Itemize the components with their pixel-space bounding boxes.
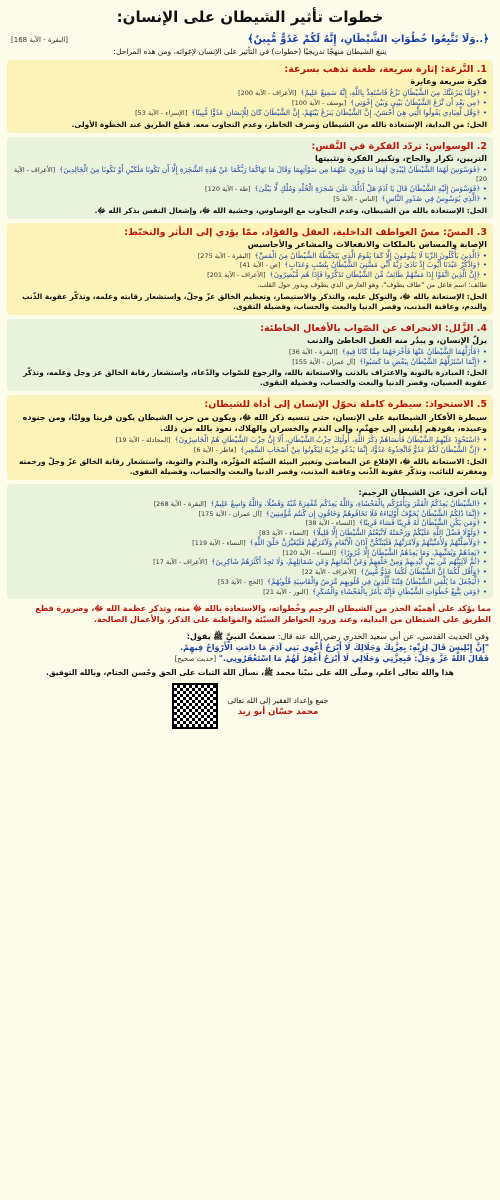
verse-text: ﴿إِنَّمَا ذَٰلِكُمُ الشَّيْطَانُ يُخَوِّفُ أَوْلِيَاءَهُ فَلَا تَخَافُوهُمْ وَخَافُونِ إِن كُنتُم مُّؤْمِنِينَ﴾ xyxy=(265,508,481,518)
verse-text: ﴿وَلَأُضِلَّنَّهُمْ وَلَأُمَنِّيَنَّهُمْ وَلَآمُرَنَّهُمْ فَلَيُبَتِّكُنَّ آذَانَ الْأَنْعَامِ وَلَآمُرَنَّهُمْ فَلَيُغَيِّرُنَّ خَلْقَ اللَّهِ﴾ xyxy=(249,537,481,547)
section-subtitle: فكرة سريعة وعابرة xyxy=(410,77,487,87)
verse-ref: [ص - الآية 41] xyxy=(239,261,281,270)
ending-text: هذا والله تعالى أعلم، وصلّى الله على نبيّنا محمد ﷺ، نسأل الله الثبات على الحق وحُسن الختام، وبالله التوفيق. xyxy=(46,668,454,678)
verse-text: ﴿الشَّيْطَانُ يَعِدُكُمُ الْفَقْرَ وَيَأْمُرُكُم بِالْفَحْشَاءِ، وَاللَّهُ يَعِدُكُم مَّغْفِرَةً مِّنْهُ وَفَضْلًا، وَاللَّهُ وَاسِعٌ عَلِيمٌ﴾ xyxy=(210,498,481,508)
verse-ref: [النساء - الآية 120] xyxy=(282,548,336,557)
section-solution: الحل: من البداية، الإستعاذة بالله من الشيطان وصرف الخاطر، وعدم التجاوب معه. قطع الطريق عند الخطوة الأولى. xyxy=(71,119,487,129)
section-heading: 5. الاستحواذ: سيطرة كاملة تحوّل الإنسان إلى أداة للشيطان: xyxy=(204,399,487,411)
section-heading: 3. المسّ: مسّ العواطف الداخلية، العقل والفؤاد، ممّا يؤدي إلى التأثر والتخبّط: xyxy=(124,226,487,238)
verse: • ﴿يَعِدُهُمْ وَيُمَنِّيهِمْ، وَمَا يَعِدُهُمُ الشَّيْطَانُ إِلَّا غُرُورًا﴾[النساء - الآية 120] xyxy=(282,547,487,557)
verse-ref: [الإسراء - الآية 53] xyxy=(135,108,188,117)
verse: • ﴿فَأَزَلَّهُمَا الشَّيْطَانُ عَنْهَا فَأَخْرَجَهُمَا مِمَّا كَانَا فِيهِ﴾[البقرة - الآية 36] xyxy=(288,346,487,356)
section-card-4 xyxy=(7,319,493,392)
verse: • ﴿اسْتَحْوَذَ عَلَيْهِمُ الشَّيْطَانُ فَأَنسَاهُمْ ذِكْرَ اللَّهِ، أُولَٰئِكَ حِزْبُ الشَّيْطَانِ، أَلَا إِنَّ حِزْبَ الشَّيْطَانِ هُمُ الْخَاسِرُونَ﴾[المجادلة - الآية 19] xyxy=(115,435,487,445)
section-solution: الحل: الإستعانة بالله ﷻ، والتوكل عليه، والتذكر والاستبصار، وتعظيم الخالق عزّ وجلّ، واستشعار رقابته وعلمه، وتذكّر عقوبة الذّنب والندم، وعاقبة المذنب، وقصر الدنيا والبعث والحساب، وفضيلة التقوى. xyxy=(22,291,487,311)
verse-ref: [الأعراف - الآية 17] xyxy=(153,558,208,567)
verse: • ﴿وَقُل لِّعِبَادِي يَقُولُوا الَّتِي هِيَ أَحْسَنُ، إِنَّ الشَّيْطَانَ يَنزَغُ بَيْنَهُمْ، إِنَّ الشَّيْطَانَ كَانَ لِلْإِنسَانِ عَدُوًّا مُّبِينًا﴾[الإسراء - الآية 53] xyxy=(135,107,487,117)
verse: • ﴿إِنَّ الَّذِينَ اتَّقَوْا إِذَا مَسَّهُمْ طَائِفٌ مِّنَ الشَّيْطَانِ تَذَكَّرُوا فَإِذَا هُم مُّبْصِرُونَ﴾[الأعراف - الآية 201] xyxy=(207,270,487,280)
verse: • ﴿لِّيَجْعَلَ مَا يُلْقِي الشَّيْطَانُ فِتْنَةً لِّلَّذِينَ فِي قُلُوبِهِم مَّرَضٌ وَالْقَاسِيَةِ قُلُوبُهُمْ﴾[الحج - الآية 53] xyxy=(218,576,487,586)
section-subtitle: يزلّ الإنسان، و يبدُر منه الفعل الخاطئ والذنب xyxy=(306,335,487,345)
section-card-2 xyxy=(7,137,493,219)
hadith-block xyxy=(11,631,489,665)
main-ayah xyxy=(11,34,489,45)
verse-ref: [الأعراف - الآية 22] xyxy=(302,568,357,577)
verse: • ﴿الَّذِينَ يَأْكُلُونَ الرِّبَا لَا يَقُومُونَ إِلَّا كَمَا يَقُومُ الَّذِي يَتَخَبَّطُهُ الشَّيْطَانُ مِنَ الْمَسِّ﴾[البقرة - الآية 275] xyxy=(197,250,487,260)
verse-text: ﴿مِن بَعْدِ أَن نَّزَغَ الشَّيْطَانُ بَيْنِي وَبَيْنَ إِخْوَتِي﴾ xyxy=(350,98,481,108)
main-ayah-ref: [البقرة - الآية 168] xyxy=(11,36,68,44)
verse-ref: [البقرة - الآية 275] xyxy=(197,251,251,260)
verse-ref: [النساء - الآية 38] xyxy=(305,519,355,528)
author-name: محمد حسّان أبو زيد xyxy=(237,706,319,717)
verse: • ﴿وَمَن يَكُنِ الشَّيْطَانُ لَهُ قَرِينًا فَسَاءَ قَرِينًا﴾[النساء - الآية 38] xyxy=(305,518,487,528)
author-block xyxy=(228,696,329,717)
verse-text: ﴿يَعِدُهُمْ وَيُمَنِّيهِمْ، وَمَا يَعِدُهُمُ الشَّيْطَانُ إِلَّا غُرُورًا﴾ xyxy=(339,547,481,557)
section-heading: 2. الوسواس: تردّد الفكرة في النَّفس: xyxy=(311,140,487,152)
verse-ref: [طه - الآية 120] xyxy=(205,185,251,194)
verse-text: ﴿لِّيَجْعَلَ مَا يُلْقِي الشَّيْطَانُ فِتْنَةً لِّلَّذِينَ فِي قُلُوبِهِم مَّرَضٌ وَالْقَاسِيَةِ قُلُوبُهُمْ﴾ xyxy=(266,576,481,586)
author-line: جمع وإعداد الفقير إلى الله تعالى xyxy=(227,695,329,705)
other-verses-list xyxy=(13,499,487,597)
verse: • ﴿الَّذِي يُوَسْوِسُ فِي صُدُورِ النَّاسِ﴾[الناس - الآية 5] xyxy=(333,193,487,203)
verse-text: ﴿إِنَّ الَّذِينَ اتَّقَوْا إِذَا مَسَّهُمْ طَائِفٌ مِّنَ الشَّيْطَانِ تَذَكَّرُوا فَإِذَا هُم مُّبْصِرُونَ﴾ xyxy=(269,270,481,280)
verse: • ﴿وَاذْكُرْ عَبْدَنَا أَيُّوبَ إِذْ نَادَىٰ رَبَّهُ أَنِّي مَسَّنِيَ الشَّيْطَانُ بِنُصْبٍ وَعَذَابٍ﴾[ص - الآية 41] xyxy=(239,260,487,270)
sections-container xyxy=(7,60,493,479)
verse-text: ﴿إِنَّمَا اسْتَزَلَّهُمُ الشَّيْطَانُ بِبَعْضِ مَا كَسَبُوا﴾ xyxy=(359,356,481,366)
page-title: خطوات تأثير الشيطان على الإنسان: xyxy=(116,8,384,26)
verse-ref: [آل عمران - الآية 155] xyxy=(292,357,356,366)
hadith-intro-bold: سمعتُ النبيَّ ﷺ يقول: xyxy=(186,632,276,642)
verse-ref: [البقرة - الآية 268] xyxy=(153,499,207,508)
verse-ref: [يوسف - الآية 100] xyxy=(292,99,347,108)
verse-ref: [فاطر - الآية 6] xyxy=(193,446,237,455)
verse-ref: [النور - الآية 21] xyxy=(263,587,309,596)
verse-ref: [النساء - الآية 83] xyxy=(259,529,309,538)
other-verses-heading: آيات أخرى، عن الشيطان الرجيم: xyxy=(358,487,487,497)
verse-ref: [الأعراف - الآية 20] xyxy=(13,165,487,184)
section-card-3 xyxy=(7,223,493,315)
verse-ref: [البقرة - الآية 36] xyxy=(288,347,338,356)
verse-text: ﴿وَمَن يَكُنِ الشَّيْطَانُ لَهُ قَرِينًا فَسَاءَ قَرِينًا﴾ xyxy=(358,518,481,528)
section-subtitle: التزيين، تكرار والحاح، وتكبير الفكرة وتثبيتها xyxy=(314,153,487,163)
intro-text: يتبع الشيطان منهجًا تدريجيًا (خطوات) في التأثير على الإنسان لإغوائه، ومن هذه المراحل: xyxy=(113,47,387,56)
verse-text: ﴿وَمَن يَتَّبِعْ خُطُوَاتِ الشَّيْطَانِ فَإِنَّهُ يَأْمُرُ بِالْفَحْشَاءِ وَالْمُنكَرِ﴾ xyxy=(312,586,481,596)
verse-text: ﴿وَأَقُل لَّكُمَا إِنَّ الشَّيْطَانَ لَكُمَا عَدُوٌّ مُّبِينٌ﴾ xyxy=(360,567,481,577)
verse-ref: [الأعراف - الآية 200] xyxy=(238,89,297,98)
verse-ref: [آل عمران - الآية 175] xyxy=(198,509,262,518)
verse-text: ﴿اسْتَحْوَذَ عَلَيْهِمُ الشَّيْطَانُ فَأَنسَاهُمْ ذِكْرَ اللَّهِ، أُولَٰئِكَ حِزْبُ الشَّيْطَانِ، أَلَا إِنَّ حِزْبَ الشَّيْطَانِ هُمُ الْخَاسِرُونَ﴾ xyxy=(174,435,481,445)
verse-ref: [الحج - الآية 53] xyxy=(218,577,263,586)
verse: • ﴿فَوَسْوَسَ إِلَيْهِ الشَّيْطَانُ قَالَ يَا آدَمُ هَلْ أَدُلُّكَ عَلَىٰ شَجَرَةِ الْخُلْدِ وَمُلْكٍ لَّا يَبْلَىٰ﴾[طه - الآية 120] xyxy=(205,184,487,194)
verse-ref: [الناس - الآية 5] xyxy=(333,194,378,203)
verse: • ﴿إِنَّمَا اسْتَزَلَّهُمُ الشَّيْطَانُ بِبَعْضِ مَا كَسَبُوا﴾[آل عمران - الآية 155] xyxy=(292,356,487,366)
verse-text: ﴿فَأَزَلَّهُمَا الشَّيْطَانُ عَنْهَا فَأَخْرَجَهُمَا مِمَّا كَانَا فِيهِ﴾ xyxy=(341,346,481,356)
verse-ref: [الأعراف - الآية 201] xyxy=(207,271,266,280)
hadith-quote-2: فَقَالَ اللَّهُ عَزَّ وَجَلَّ: فَبِعِزَّتِي وَجَلَالِي لَا أَبْرَحُ أَغْفِرُ لَهُمْ مَا اسْتَغْفَرُونِي." xyxy=(218,654,489,664)
verse-text: ﴿الَّذِي يُوَسْوِسُ فِي صُدُورِ النَّاسِ﴾ xyxy=(381,193,481,203)
verse: • ﴿وَمَن يَتَّبِعْ خُطُوَاتِ الشَّيْطَانِ فَإِنَّهُ يَأْمُرُ بِالْفَحْشَاءِ وَالْمُنكَرِ﴾[النور - الآية 21] xyxy=(263,586,487,596)
verse-ref: [المجادلة - الآية 19] xyxy=(115,436,171,445)
verse: • ﴿ثُمَّ لَآتِيَنَّهُم مِّن بَيْنِ أَيْدِيهِمْ وَمِنْ خَلْفِهِمْ وَعَنْ أَيْمَانِهِمْ وَعَن شَمَائِلِهِمْ، وَلَا تَجِدُ أَكْثَرَهُمْ شَاكِرِينَ﴾[الأعراف - الآية 17] xyxy=(153,557,487,567)
section-note: طائف: اسم فاعل من "طاف يطوف"، وهو العارض الذي يطوف ويدور حول القلب. xyxy=(257,281,487,289)
verse-text: ﴿إِنَّ الشَّيْطَانَ لَكُمْ عَدُوٌّ فَاتَّخِذُوهُ عَدُوًّا، إِنَّمَا يَدْعُو حِزْبَهُ لِيَكُونُوا مِنْ أَصْحَابِ السَّعِيرِ﴾ xyxy=(240,445,481,455)
other-verses-card xyxy=(7,484,493,600)
footer xyxy=(7,683,493,729)
verse-text: ﴿وَإِمَّا يَنزَغَنَّكَ مِنَ الشَّيْطَانِ نَزْغٌ فَاسْتَعِذْ بِاللَّهِ، إِنَّهُ سَمِيعٌ عَلِيمٌ﴾ xyxy=(300,88,481,98)
section-solution: الحل: المبادرة بالتوبة والاعتراف بالذنب والاستعانة بالله، والرجوع للصّواب والدّعاء، واستشعار رقابة الخالق عز وجل وعلمه، وتذكّر عقوبة العصيان، وقصر الدنيا والبعث والحساب، وفضيلة التقوى. xyxy=(23,368,487,388)
qr-code[interactable] xyxy=(172,683,218,729)
hadith-grade: [حديث صحيح] xyxy=(174,655,217,664)
section-card-5 xyxy=(7,395,493,480)
section-subtitle: سيطرة الأفكار الشيطانية على الإنسان، حتى تنسيه ذكر الله ﷻ، ويكون من حزب الشيطان يكون قرينا ووليًا، ومن جنوده وعبيده، يقودهم إبليس إلى جهنّم، وإلى الندم والخسران والهلاك، نعوذ بالله من ذلك. xyxy=(22,413,487,434)
verse-text: ﴿وَاذْكُرْ عَبْدَنَا أَيُّوبَ إِذْ نَادَىٰ رَبَّهُ أَنِّي مَسَّنِيَ الشَّيْطَانُ بِنُصْبٍ وَعَذَابٍ﴾ xyxy=(284,260,481,270)
verse: • ﴿مِن بَعْدِ أَن نَّزَغَ الشَّيْطَانُ بَيْنِي وَبَيْنَ إِخْوَتِي﴾[يوسف - الآية 100] xyxy=(292,98,487,108)
section-solution: الحل: الاستعانة بالله ﷻ، الإقلاع عن المعاصي وتغيير البيئة السيّئة المؤثّرة، والندم والتوبة، واستشعار رقابة الخالق عزّ وجلّ ورحمته ومغفرته للتائب، وتذكّر عقوبة الذّنب وعاقبة المذنب، وقصر الدنيا والبعث والحساب، وفضيلة التقوى. xyxy=(19,456,487,476)
hadith-intro: وفي الحديث القدسي، عن أبي سعيد الخدري رضي الله عنه قال: xyxy=(277,632,489,642)
verse: • ﴿فَوَسْوَسَ لَهُمَا الشَّيْطَانُ لِيُبْدِيَ لَهُمَا مَا وُورِيَ عَنْهُمَا مِن سَوْآتِهِمَا وَقَالَ مَا نَهَاكُمَا رَبُّكُمَا عَنْ هَٰذِهِ الشَّجَرَةِ إِلَّا أَن تَكُونَا مَلَكَيْنِ أَوْ تَكُونَا مِنَ الْخَالِدِينَ﴾[الأعراف - الآية 20] xyxy=(13,164,487,184)
verse: • ﴿وَأَقُل لَّكُمَا إِنَّ الشَّيْطَانَ لَكُمَا عَدُوٌّ مُّبِينٌ﴾[الأعراف - الآية 22] xyxy=(302,567,487,577)
verse: • ﴿إِنَّمَا ذَٰلِكُمُ الشَّيْطَانُ يُخَوِّفُ أَوْلِيَاءَهُ فَلَا تَخَافُوهُمْ وَخَافُونِ إِن كُنتُم مُّؤْمِنِينَ﴾[آل عمران - الآية 175] xyxy=(198,508,487,518)
section-card-1 xyxy=(7,60,493,132)
section-solution: الحل: الإستعاذة بالله من الشيطان، وعدم التجاوب مع الوساوس، وخشية الله ﷻ، وإشغال النفس بذكر الله ﷻ. xyxy=(94,205,487,215)
verse-ref: [النساء - الآية 119] xyxy=(192,538,246,547)
verse-text: ﴿وَلَوْلَا فَضْلُ اللَّهِ عَلَيْكُمْ وَرَحْمَتُهُ لَاتَّبَعْتُمُ الشَّيْطَانَ إِلَّا قَلِيلًا﴾ xyxy=(312,528,481,538)
main-ayah-text: ﴿..وَلَا تَتَّبِعُوا خُطُوَاتِ الشَّيْطَانِ، إِنَّهُ لَكُمْ عَدُوٌّ مُّبِينٌ﴾ xyxy=(247,34,489,45)
verse-text: ﴿فَوَسْوَسَ إِلَيْهِ الشَّيْطَانُ قَالَ يَا آدَمُ هَلْ أَدُلُّكَ عَلَىٰ شَجَرَةِ الْخُلْدِ وَمُلْكٍ لَّا يَبْلَىٰ﴾ xyxy=(254,184,481,194)
section-heading: 1. النَّزغة: إثارة سريعة، طعنة تذهب بسرعة: xyxy=(284,64,487,76)
verse-text: ﴿وَقُل لِّعِبَادِي يَقُولُوا الَّتِي هِيَ أَحْسَنُ، إِنَّ الشَّيْطَانَ يَنزَغُ بَيْنَهُمْ، إِنَّ الشَّيْطَانَ كَانَ لِلْإِنسَانِ عَدُوًّا مُّبِينًا﴾ xyxy=(191,107,481,117)
verse-text: ﴿ثُمَّ لَآتِيَنَّهُم مِّن بَيْنِ أَيْدِيهِمْ وَمِنْ خَلْفِهِمْ وَعَنْ أَيْمَانِهِمْ وَعَن شَمَائِلِهِمْ، وَلَا تَجِدُ أَكْثَرَهُمْ شَاكِرِينَ﴾ xyxy=(211,557,481,567)
verse: • ﴿وَلَأُضِلَّنَّهُمْ وَلَأُمَنِّيَنَّهُمْ وَلَآمُرَنَّهُمْ فَلَيُبَتِّكُنَّ آذَانَ الْأَنْعَامِ وَلَآمُرَنَّهُمْ فَلَيُغَيِّرُنَّ خَلْقَ اللَّهِ﴾[النساء - الآية 119] xyxy=(192,537,487,547)
closing-text: مما يؤكد على أهميّة الحذر من الشيطان الرجيم وخُطواته، والاستعاذة بالله ﷻ منه، وتذكر عظمة الله ﷻ، وضرورة قطع الطريق على الشيطان من البداية، وعند ورود الخواطر السيّئة والمواظبة على الذكر، والأعمال الصالحة. xyxy=(35,604,491,625)
verse: • ﴿إِنَّ الشَّيْطَانَ لَكُمْ عَدُوٌّ فَاتَّخِذُوهُ عَدُوًّا، إِنَّمَا يَدْعُو حِزْبَهُ لِيَكُونُوا مِنْ أَصْحَابِ السَّعِيرِ﴾[فاطر - الآية 6] xyxy=(193,445,487,455)
section-subtitle: الإصابة والمساس بالملكات والانفعالات والمشاعر والأحاسيس xyxy=(247,239,487,249)
section-heading: 4. الزَّلل: الانحراف عن الصّواب بالأفعال الخاطئة: xyxy=(260,322,487,334)
verse-text: ﴿فَوَسْوَسَ لَهُمَا الشَّيْطَانُ لِيُبْدِيَ لَهُمَا مَا وُورِيَ عَنْهُمَا مِن سَوْآتِهِمَا وَقَالَ مَا نَهَاكُمَا رَبُّكُمَا عَنْ هَٰذِهِ الشَّجَرَةِ إِلَّا أَن تَكُونَا مَلَكَيْنِ أَوْ تَكُونَا مِنَ الْخَالِدِينَ﴾ xyxy=(59,164,481,174)
verse: • ﴿وَإِمَّا يَنزَغَنَّكَ مِنَ الشَّيْطَانِ نَزْغٌ فَاسْتَعِذْ بِاللَّهِ، إِنَّهُ سَمِيعٌ عَلِيمٌ﴾[الأعراف - الآية 200] xyxy=(238,88,487,98)
verse: • ﴿وَلَوْلَا فَضْلُ اللَّهِ عَلَيْكُمْ وَرَحْمَتُهُ لَاتَّبَعْتُمُ الشَّيْطَانَ إِلَّا قَلِيلًا﴾[النساء - الآية 83] xyxy=(259,528,487,538)
verse-text: ﴿الَّذِينَ يَأْكُلُونَ الرِّبَا لَا يَقُومُونَ إِلَّا كَمَا يَقُومُ الَّذِي يَتَخَبَّطُهُ الشَّيْطَانُ مِنَ الْمَسِّ﴾ xyxy=(254,250,481,260)
verse: • ﴿الشَّيْطَانُ يَعِدُكُمُ الْفَقْرَ وَيَأْمُرُكُم بِالْفَحْشَاءِ، وَاللَّهُ يَعِدُكُم مَّغْفِرَةً مِّنْهُ وَفَضْلًا، وَاللَّهُ وَاسِعٌ عَلِيمٌ﴾[البقرة - الآية 268] xyxy=(153,498,487,508)
hadith-quote-1: "إِنَّ إِبْلِيسَ قَالَ لِرَبِّهِ: بِعِزَّتِكَ وَجَلَالِكَ لَا أَبْرَحُ أُغْوِي بَنِي آدَمَ مَا دَامَتِ الْأَرْوَاحُ فِيهِمْ. xyxy=(180,643,489,653)
